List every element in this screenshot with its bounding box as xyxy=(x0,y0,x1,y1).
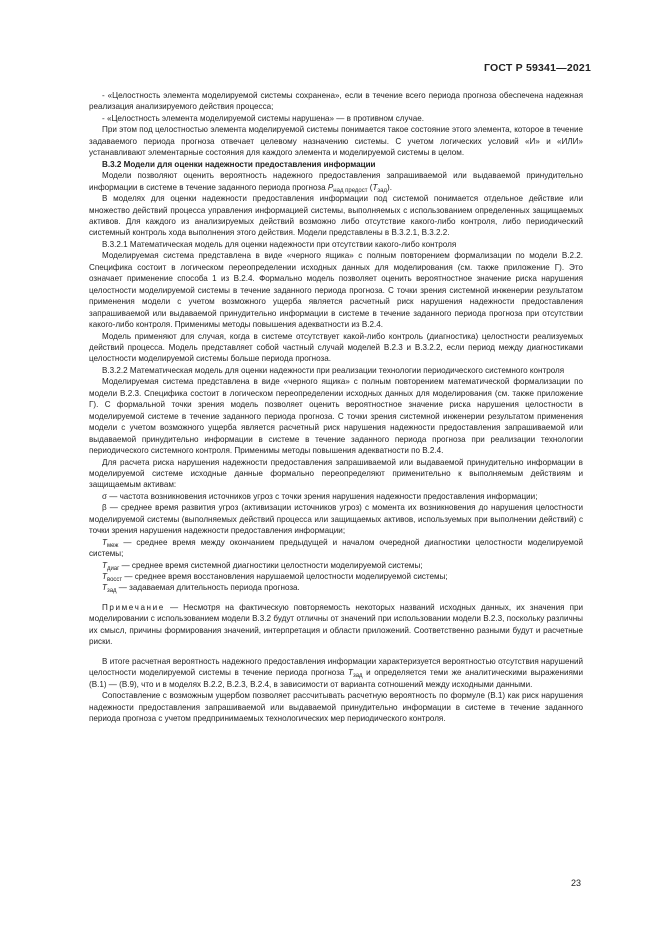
paragraph: При этом под целостностью элемента моделируемой системы понимается такое состояние этого элемента, которое в течение задаваемого периода прогноза отвечает целевому назначению системы. С учетом логических условий «И» и «ИЛИ» устанавливают элементарные состояния для каждого элемента и моделируемой системы в целом. xyxy=(89,125,583,158)
subsection-heading-b321: В.3.2.1 Математическая модель для оценки надежности при отсутствии какого-либо контроля xyxy=(102,239,457,249)
paragraph: Моделируемая система представлена в виде «черного ящика» с полным повторением формализации по модели В.2.2. Специфика состоит в логическом переопределении исходных данных для моделирования (см. также приложение Г). Это означает применение способа 1 из В.2.4. Формально модель позволяет оценить вероятностное значение риска нарушения целостности моделируемой системы в течение заданного периода прогноза. С точки зрения системной инженерии результатом применения модели с учетом возможного ущерба является расчетный риск нарушения надежности предоставления запрашиваемой или выдаваемой принудительно информации в системе в течение заданного периода прогноза при отсутствии какого-либо контроля. Применимы методы повышения адекватности из В.2.4. xyxy=(89,251,583,330)
paragraph: Модели позволяют оценить вероятность надежного предоставления запрашиваемой или выдаваемой принудительно информации в системе в течение заданного периода прогноза $P_{над предост}$ $(T_{зад})$. xyxy=(89,171,583,194)
definition-t-mezh: $T_{меж}$ — среднее время между окончанием предыдущей и началом очередной диагностики целостности моделируемой системы; xyxy=(89,537,583,559)
page-number: 23 xyxy=(571,878,582,888)
note: Примечание — Несмотря на фактическую повторяемость некоторых названий исходных данных, их значения при моделировании с использованием модели В.3.2 будут отличны от значений при использовании модели В.2.3, поскольку различны их смысл, причины формирования значений, интерпретация и области приложений. Соответственно разными будут и расчетные риски. xyxy=(89,602,583,647)
section-heading-b32: В.3.2 Модели для оценки надежности предоставления информации xyxy=(102,159,376,169)
paragraph: В моделях для оценки надежности предоставления информации под системой понимается отдельное действие или множество действий процесса управления информацией системы, выполняемых с использованием определенных защищаемых активов. Для каждого из анализируемых действий возможно либо отсутствие какого-либо контроля, либо периодический системный контроль хода выполнения этого действия. Модели представлены в В.3.2.1, В.3.2.2. xyxy=(89,194,583,238)
definition-t-diag: $T_{диаг}$ — среднее время системной диагностики целостности моделируемой системы; xyxy=(102,560,423,572)
paragraph: В итоге расчетная вероятность надежного предоставления информации характеризуется вероятностью отсутствия нарушений целостности моделируемой системы в течение периода прогноза $T_{зад}$ и определяется теми же аналитическими выражениями (В.1) — (В.9), что и в моделях В.2.2, В.2.3, В.2.4, в зависимости от варианта сотношений между исходными данными. xyxy=(89,656,584,689)
paragraph: - «Целостность элемента моделируемой системы нарушена» — в противном случае. xyxy=(102,113,424,123)
note-label: Примечание xyxy=(102,602,165,612)
paragraph: - «Целостность элемента моделируемой системы сохранена», если в течение всего периода прогноза обеспечена надежная реализация анализируемого действия процесса; xyxy=(89,91,583,112)
paragraph: Сопоставление с возможным ущербом позволяет рассчитывать расчетную вероятность по формуле (В.1) как риск нарушения надежности предоставления запрашиваемой или выдаваемой принудительно информации в системе в течение заданного периода прогноза с учетом предпринимаемых технологических мер периодического контроля. xyxy=(89,691,583,724)
definition-t-zad: $T_{зад}$ — задаваемая длительность периода прогноза. xyxy=(102,583,300,595)
subsection-heading-b322: В.3.2.2 Математическая модель для оценки надежности при реализации технологии периодического системного контроля xyxy=(102,365,565,375)
paragraph: Модель применяют для случая, когда в системе отсутствует какой-либо контроль (диагностика) целостности реализуемых действий процесса. Модель представляет собой частный случай моделей В.2.3 и В.3.2.2, если период между диагностиками целостности моделируемой системы больше периода прогноза. xyxy=(89,331,583,364)
definition-beta: β — среднее время развития угроз (активизации источников угроз) с момента их возникновения до нарушения целостности моделируемой системы (выполняемых действий процесса или защищаемых активов, используемых при выполнении действий) с точки зрения нарушения надежности предоставления информации; xyxy=(89,503,583,536)
document-header: ГОСТ Р 59341—2021 xyxy=(483,62,591,74)
page-body xyxy=(89,90,583,724)
definition-sigma: σ — частота возникновения источников угроз с точки зрения нарушения надежности предоставления информации; xyxy=(102,491,538,501)
definition-t-vosst: $T_{восст}$ — среднее время восстановления нарушаемой целостности моделируемой системы; xyxy=(102,572,448,584)
paragraph: Для расчета риска нарушения надежности предоставления запрашиваемой или выдаваемой принудительно информации в моделируемой системе исходные данные формально переопределяют применительно к выполняемым действиям и защищаемым активам: xyxy=(89,457,583,490)
paragraph: Моделируемая система представлена в виде «черного ящика» с полным повторением математической формализации по модели В.2.3. Специфика состоит в логическом переопределении исходных данных для моделирования (см. также приложение Г). С формальной точки зрения модель позволяет оценить вероятностное значение риска нарушения целостности в моделируемой системе в течение заданного периода прогноза. С точки зрения системной инженерии результатом применения модели с учетом возможного ущерба является расчетный риск нарушения надежности предоставления запрашиваемой или выдаваемой принудительно информации в системе в течение заданного периода прогноза при реализации технологии периодического системного контроля. Применимы методы повышения адекватности по В.2.4. xyxy=(89,377,583,456)
